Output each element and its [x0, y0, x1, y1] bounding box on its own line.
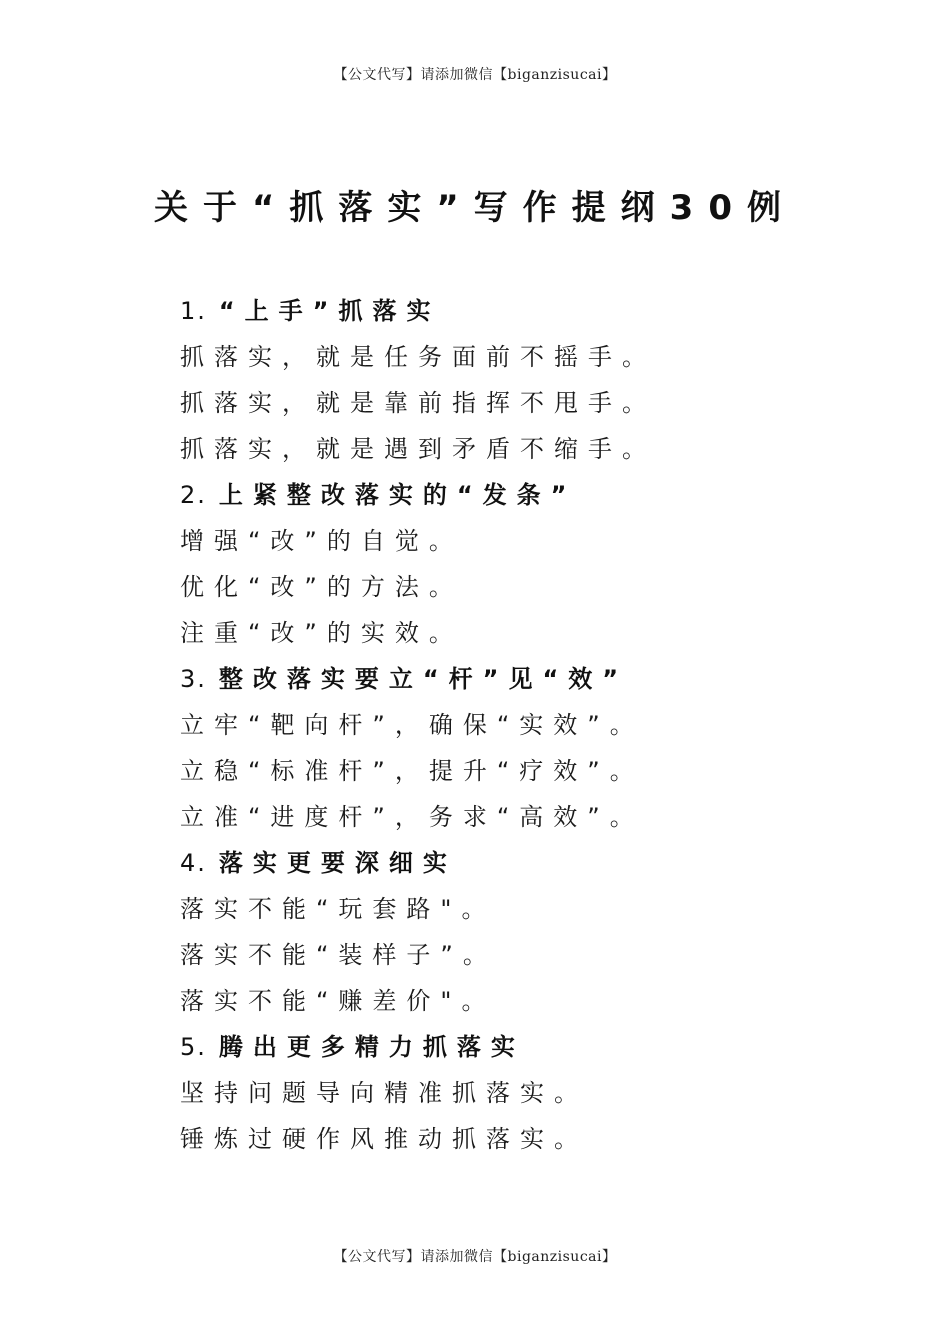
section-heading-text: 上紧整改落实的“发条”	[218, 481, 577, 509]
outline-line: 立稳“标准杆”，提升“疗效”。	[180, 757, 644, 785]
outline-section	[180, 472, 880, 656]
outline-line: 抓落实，就是任务面前不摇手。	[180, 343, 656, 371]
outline-body	[180, 288, 880, 1162]
section-heading-text: 腾出更多精力抓落实	[218, 1033, 525, 1061]
section-heading	[180, 1024, 880, 1070]
outline-section	[180, 840, 880, 1024]
outline-line: 立准“进度杆”，务求“高效”。	[180, 803, 644, 831]
section-heading	[180, 288, 880, 334]
document-title: 关于“抓落实”写作提纲30例	[153, 188, 796, 228]
outline-line: 坚持问题导向精准抓落实。	[180, 1079, 588, 1107]
section-heading-text: “上手”抓落实	[218, 297, 441, 325]
section-heading	[180, 656, 880, 702]
section-heading	[180, 472, 880, 518]
section-heading	[180, 840, 880, 886]
outline-line: 立牢“靶向杆”，确保“实效”。	[180, 711, 644, 739]
outline-section	[180, 1024, 880, 1162]
section-number: 4.	[180, 849, 207, 877]
section-number: 3.	[180, 665, 207, 693]
footer-watermark-note: 【公文代写】请添加微信【biganzisucai】	[333, 1249, 617, 1265]
outline-line: 锤炼过硬作风推动抓落实。	[180, 1125, 588, 1153]
outline-line: 注重“改”的实效。	[180, 619, 463, 647]
section-number: 2.	[180, 481, 207, 509]
outline-line: 落实不能“装样子”。	[180, 941, 497, 969]
section-heading-text: 整改落实要立“杆”见“效”	[218, 665, 628, 693]
outline-section	[180, 656, 880, 840]
outline-section	[180, 288, 880, 472]
outline-line: 增强“改”的自觉。	[180, 527, 463, 555]
header-watermark-note: 【公文代写】请添加微信【biganzisucai】	[333, 67, 617, 83]
outline-line: 抓落实，就是靠前指挥不甩手。	[180, 389, 656, 417]
outline-line: 优化“改”的方法。	[180, 573, 463, 601]
outline-line: 落实不能“玩套路"。	[180, 895, 496, 923]
section-heading-text: 落实更要深细实	[218, 849, 457, 877]
section-number: 5.	[180, 1033, 207, 1061]
outline-line: 落实不能“赚差价"。	[180, 987, 496, 1015]
outline-line: 抓落实，就是遇到矛盾不缩手。	[180, 435, 656, 463]
section-number: 1.	[180, 297, 207, 325]
